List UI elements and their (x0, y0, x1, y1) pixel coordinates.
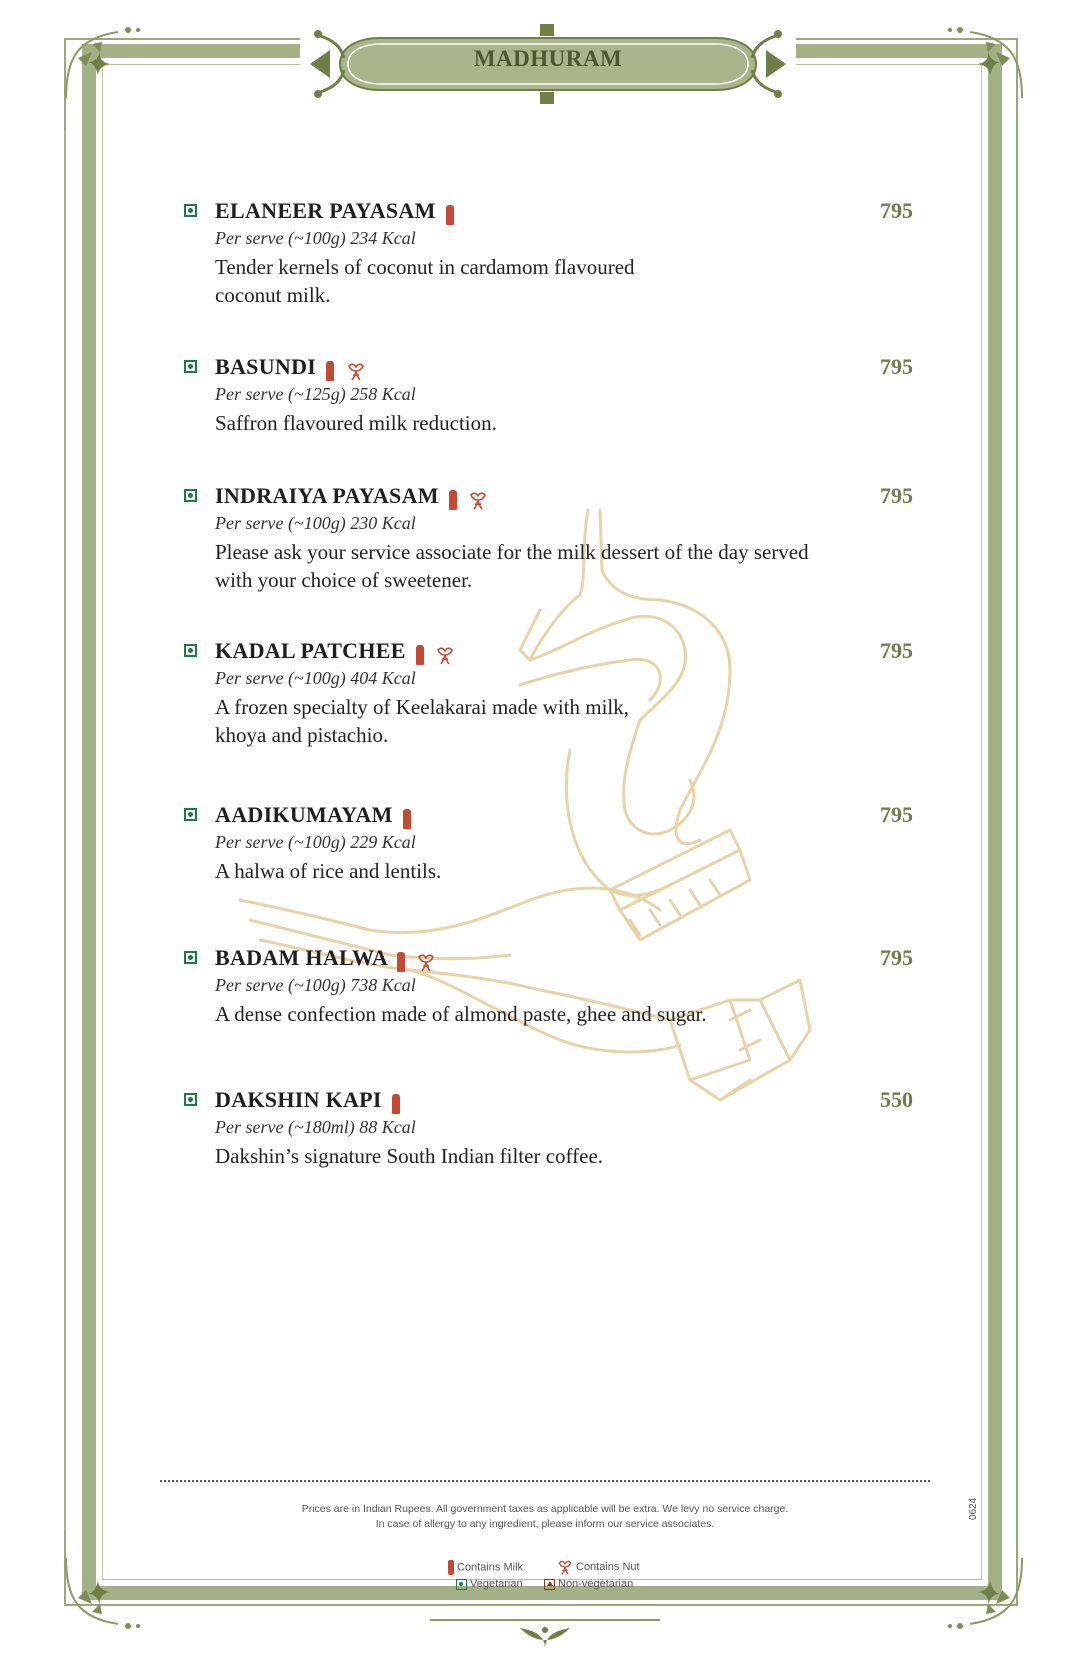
corner-ornament-icon (58, 1548, 148, 1638)
item-serve-info: Per serve (~100g) 229 Kcal (215, 832, 416, 852)
veg-mark-icon (184, 489, 197, 502)
item-name: ELANEER PAYASAM (215, 198, 436, 223)
milk-icon (416, 645, 424, 665)
corner-ornament-icon (940, 1548, 1030, 1638)
item-serve-info: Per serve (~100g) 234 Kcal (215, 228, 416, 248)
item-name: DAKSHIN KAPI (215, 1087, 382, 1112)
item-price: 795 (880, 198, 913, 223)
item-description: A halwa of rice and lentils. (215, 859, 442, 883)
hands-watermark-icon (230, 500, 870, 1160)
item-description: Dakshin’s signature South Indian filter coffee. (215, 1144, 604, 1168)
item-description: Tender kernels of coconut in cardamom flavoured coconut milk. (215, 255, 635, 307)
veg-mark-icon (184, 204, 197, 217)
item-serve-info: Per serve (~100g) 404 Kcal (215, 668, 416, 688)
veg-mark-icon (184, 1093, 197, 1106)
milk-icon (326, 361, 334, 381)
item-description: Please ask your service associate for the milk dessert of the day served with your choice of sweetener. (215, 540, 809, 592)
item-serve-info: Per serve (~100g) 738 Kcal (215, 975, 416, 995)
legend-nonveg (544, 1578, 633, 1590)
nut-icon (415, 951, 437, 973)
item-serve-info: Per serve (~125g) 258 Kcal (215, 384, 416, 404)
corner-ornament-icon (940, 18, 1030, 108)
milk-icon (392, 1094, 400, 1114)
milk-icon (446, 205, 454, 225)
footer-divider (160, 1480, 930, 1482)
item-name: INDRAIYA PAYASAM (215, 483, 439, 508)
item-price: 795 (880, 638, 913, 663)
item-price: 795 (880, 354, 913, 379)
item-name: KADAL PATCHEE (215, 638, 406, 663)
page-title: MADHURAM (473, 46, 623, 71)
legend-label: Non-vegetarian (558, 1578, 634, 1590)
item-description: A dense confection made of almond paste, ghee and sugar. (215, 1002, 707, 1026)
footer-note-line: Prices are in Indian Rupees. All government taxes as applicable will be extra. We levy no service charge. (301, 1503, 789, 1515)
legend-label: Contains Nut (576, 1560, 640, 1573)
footer-note-line: In case of allergy to any ingredient, please inform our service associates. (375, 1518, 715, 1530)
item-name: AADIKUMAYAM (215, 802, 393, 827)
nut-icon (467, 489, 489, 511)
left-rule-line (64, 130, 66, 1530)
veg-mark-icon (184, 951, 197, 964)
corner-ornament-icon (58, 18, 148, 108)
item-price: 795 (880, 802, 913, 827)
item-description: A frozen specialty of Keelakarai made with milk, khoya and pistachio. (215, 695, 630, 747)
milk-icon (449, 490, 457, 510)
nut-icon (345, 360, 367, 382)
veg-mark-icon (184, 808, 197, 821)
nut-icon (434, 644, 456, 666)
item-price: 795 (880, 945, 913, 970)
milk-icon (397, 952, 405, 972)
legend-veg (456, 1578, 523, 1590)
item-name: BADAM HALWA (215, 945, 387, 970)
veg-mark-icon (456, 1579, 467, 1590)
legend-nut (556, 1558, 640, 1576)
veg-mark-icon (184, 644, 197, 657)
item-description: Saffron flavoured milk reduction. (215, 411, 497, 435)
footer-note (160, 1502, 930, 1532)
milk-icon (403, 809, 411, 829)
item-name: BASUNDI (215, 354, 317, 379)
legend-label: Vegetarian (470, 1578, 523, 1590)
item-price: 550 (880, 1087, 913, 1112)
item-serve-info: Per serve (~180ml) 88 Kcal (215, 1117, 416, 1137)
milk-icon (448, 1560, 454, 1575)
nonveg-mark-icon (544, 1579, 555, 1590)
bottom-ornament-icon (430, 1614, 660, 1654)
item-price: 795 (880, 483, 913, 508)
item-serve-info: Per serve (~100g) 230 Kcal (215, 513, 416, 533)
veg-mark-icon (184, 360, 197, 373)
menu-code: 0624 (968, 1497, 979, 1520)
nut-icon (556, 1558, 574, 1576)
legend-label: Contains Milk (457, 1561, 524, 1574)
legend-milk (448, 1560, 523, 1575)
